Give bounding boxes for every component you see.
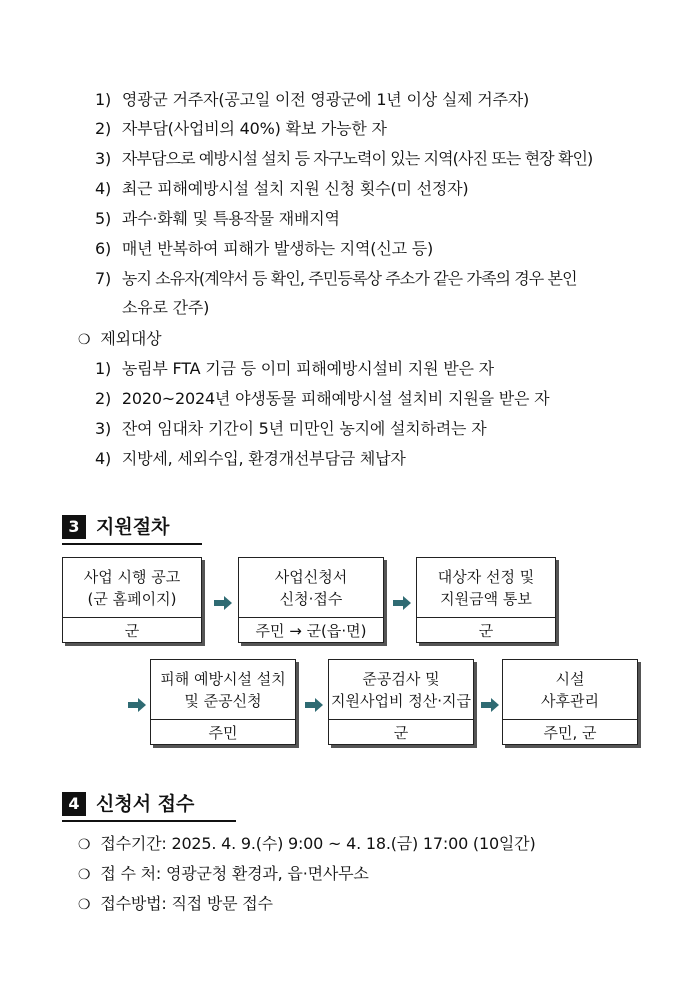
list-item bbox=[95, 118, 387, 140]
item-text: 농림부 FTA 기금 등 이미 피해예방시설비 지원 받은 자 bbox=[121, 359, 494, 378]
exclusion-heading-text: 제외대상 bbox=[100, 329, 162, 348]
list-item bbox=[95, 358, 494, 380]
section-number-badge: 3 bbox=[62, 515, 86, 539]
step-line-2: 신청·접수 bbox=[279, 589, 343, 608]
item-number: 7) bbox=[95, 269, 112, 288]
item-text: 농지 소유자(계약서 등 확인, 주민등록상 주소가 같은 가족의 경우 본인 bbox=[121, 269, 577, 288]
arrow-right-icon bbox=[393, 596, 411, 610]
field-value: 2025. 4. 9.(수) 9:00 ~ 4. 18.(금) 17:00 (10일간) bbox=[171, 834, 536, 853]
list-item-continuation: 소유로 간주) bbox=[122, 298, 210, 317]
step-actor: 군 bbox=[329, 719, 473, 744]
step-line-1: 피해 예방시설 설치 bbox=[160, 669, 286, 688]
field-value: 영광군청 환경과, 읍·면사무소 bbox=[165, 864, 369, 883]
item-number: 3) bbox=[95, 419, 112, 438]
step-line-2: 및 준공신청 bbox=[184, 691, 262, 710]
item-text: 자부담(사업비의 40%) 확보 가능한 자 bbox=[121, 119, 387, 138]
section-number-badge: 4 bbox=[62, 792, 86, 816]
item-text: 과수·화훼 및 특용작물 재배지역 bbox=[121, 209, 340, 228]
step-line-2: 사후관리 bbox=[541, 691, 599, 710]
bullet-icon: ❍ bbox=[78, 837, 91, 853]
bullet-icon: ❍ bbox=[78, 867, 91, 883]
item-text: 매년 반복하여 피해가 발생하는 지역(신고 등) bbox=[121, 239, 434, 258]
item-number: 6) bbox=[95, 239, 112, 258]
step-line-1: 시설 bbox=[555, 669, 585, 688]
item-number: 1) bbox=[95, 359, 112, 378]
process-step bbox=[328, 659, 474, 745]
step-actor: 군 bbox=[417, 617, 555, 642]
list-item bbox=[95, 178, 468, 200]
reception-method bbox=[78, 893, 273, 916]
process-step bbox=[238, 557, 384, 643]
item-number: 2) bbox=[95, 389, 112, 408]
step-line-2: 지원사업비 정산·지급 bbox=[331, 691, 471, 710]
item-number: 4) bbox=[95, 179, 112, 198]
step-actor: 주민 → 군(읍·면) bbox=[239, 617, 383, 642]
list-item bbox=[95, 268, 577, 290]
field-value: 직접 방문 접수 bbox=[171, 894, 273, 913]
section-underline bbox=[62, 820, 236, 822]
arrow-right-icon bbox=[128, 698, 146, 712]
item-text: 지방세, 세외수입, 환경개선부담금 체납자 bbox=[121, 449, 406, 468]
section-title: 신청서 접수 bbox=[96, 793, 195, 815]
process-step bbox=[62, 557, 202, 643]
list-item bbox=[95, 448, 406, 470]
list-item bbox=[95, 89, 529, 111]
step-line-2: (군 홈페이지) bbox=[87, 589, 177, 608]
item-text: 2020~2024년 야생동물 피해예방시설 설치비 지원을 받은 자 bbox=[121, 389, 550, 408]
item-number: 5) bbox=[95, 209, 112, 228]
reception-place bbox=[78, 863, 369, 886]
list-item bbox=[95, 238, 433, 260]
item-number: 4) bbox=[95, 449, 112, 468]
item-text: 잔여 임대차 기간이 5년 미만인 농지에 설치하려는 자 bbox=[121, 419, 487, 438]
bullet-icon: ❍ bbox=[78, 897, 91, 913]
list-item bbox=[95, 388, 549, 410]
step-line-1: 준공검사 및 bbox=[362, 669, 440, 688]
list-item bbox=[95, 208, 340, 230]
process-step bbox=[502, 659, 638, 745]
step-line-2: 지원금액 통보 bbox=[440, 589, 532, 608]
section-title: 지원절차 bbox=[96, 516, 170, 538]
item-number: 1) bbox=[95, 90, 112, 109]
field-label: 접수기간: bbox=[100, 834, 167, 853]
section-underline bbox=[62, 543, 202, 545]
step-line-1: 사업신청서 bbox=[274, 567, 348, 586]
item-number: 2) bbox=[95, 119, 112, 138]
field-label: 접수방법: bbox=[100, 894, 167, 913]
field-label: 접 수 처: bbox=[100, 864, 162, 883]
item-number: 3) bbox=[95, 149, 112, 168]
process-step bbox=[150, 659, 296, 745]
arrow-right-icon bbox=[305, 698, 323, 712]
step-actor: 군 bbox=[63, 617, 201, 642]
item-text: 영광군 거주자(공고일 이전 영광군에 1년 이상 실제 거주자) bbox=[121, 90, 530, 109]
bullet-icon: ❍ bbox=[78, 332, 91, 348]
process-step bbox=[416, 557, 556, 643]
exclusion-heading bbox=[78, 328, 161, 351]
step-actor: 주민, 군 bbox=[503, 719, 637, 744]
arrow-right-icon bbox=[214, 596, 232, 610]
list-item bbox=[95, 418, 486, 440]
list-item bbox=[95, 148, 592, 170]
step-actor: 주민 bbox=[151, 719, 295, 744]
item-text: 최근 피해예방시설 설치 지원 신청 횟수(미 선정자) bbox=[121, 179, 469, 198]
item-text: 자부담으로 예방시설 설치 등 자구노력이 있는 지역(사진 또는 현장 확인) bbox=[121, 149, 593, 168]
reception-period bbox=[78, 833, 536, 856]
step-line-1: 대상자 선정 및 bbox=[437, 567, 535, 586]
step-line-1: 사업 시행 공고 bbox=[83, 567, 181, 586]
arrow-right-icon bbox=[481, 698, 499, 712]
